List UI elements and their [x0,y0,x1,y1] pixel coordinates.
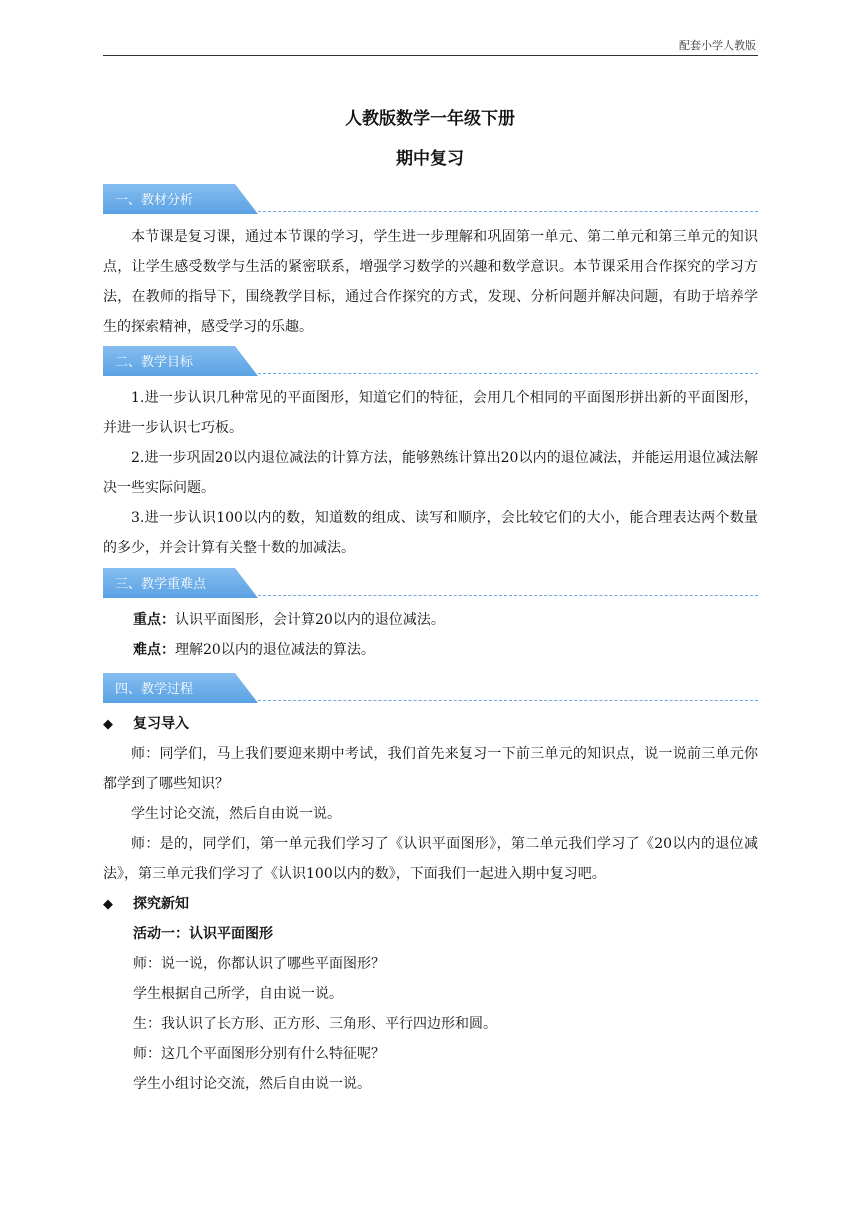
section-header-goals [103,346,758,378]
header-rule [103,55,758,56]
review-paragraph: 师：同学们，马上我们要迎来期中考试，我们首先来复习一下前三单元的知识点，说一说前三单元你都学到了哪些知识？ [103,746,758,792]
difficulty-text: 理解20以内的退位减法的算法。 [175,642,375,658]
dialogue-line: 师：说一说，你都认识了哪些平面图形？ [133,956,385,972]
key-point-text: 认识平面图形，会计算20以内的退位减法。 [175,612,445,628]
section-header-key-points [103,568,758,600]
explore-title: 探究新知 [133,896,189,912]
section-header-process [103,673,758,705]
review-paragraph: 学生讨论交流，然后自由说一说。 [131,806,341,822]
review-heading [103,714,189,735]
section-label: 二、教学目标 [115,355,194,370]
review-paragraph: 师：是的，同学们，第一单元我们学习了《认识平面图形》，第二单元我们学习了《20以内的退位减法》，第三单元我们学习了《认识100以内的数》，下面我们一起进入期中复习吧。 [103,836,758,882]
dialogue-line: 学生根据自己所学，自由说一说。 [133,986,343,1002]
page-header-text: 配套小学人教版 [679,39,756,52]
diamond-bullet-icon: ◆ [103,897,113,912]
section-label: 一、教材分析 [115,193,194,208]
difficulty-line [133,640,758,660]
goal-item: 3.进一步认识100以内的数，知道数的组成、读写和顺序，会比较它们的大小，能合理表达两个数量的多少，并会计算有关整十数的加减法。 [103,510,758,556]
dialogue-line: 学生小组讨论交流，然后自由说一说。 [133,1076,371,1092]
section-label: 三、教学重难点 [115,577,207,592]
section-label: 四、教学过程 [115,682,194,697]
review-title: 复习导入 [133,716,189,732]
section-divider [258,700,758,701]
dialogue-line: 生：我认识了长方形、正方形、三角形、平行四边形和圆。 [133,1016,497,1032]
analysis-paragraph: 本节课是复习课，通过本节课的学习，学生进一步理解和巩固第一单元、第二单元和第三单元的知识点，让学生感受数学与生活的紧密联系，增强学习数学的兴趣和数学意识。本节课采用合作探究的学习方法，在教师的指导下，围绕教学目标，通过合作探究的方式，发现、分析问题并解决问题，有助于培养学生的探索精神，感受学习的乐趣。 [103,229,758,335]
document-title: 人教版数学一年级下册 [345,109,515,129]
section-divider [258,211,758,212]
diamond-bullet-icon: ◆ [103,717,113,732]
section-divider [258,595,758,596]
goal-item: 2.进一步巩固20以内退位减法的计算方法，能够熟练计算出20以内的退位减法，并能运用退位减法解决一些实际问题。 [103,450,758,496]
activity-title: 活动一：认识平面图形 [133,926,273,942]
key-point-label: 重点： [133,612,175,628]
goal-item: 1.进一步认识几种常见的平面图形，知道它们的特征，会用几个相同的平面图形拼出新的平面图形，并进一步认识七巧板。 [103,390,758,436]
key-point-line [133,610,758,630]
explore-heading [103,894,189,915]
dialogue-line: 师：这几个平面图形分别有什么特征呢？ [133,1046,385,1062]
section-header-analysis [103,184,758,216]
section-divider [258,373,758,374]
document-subtitle: 期中复习 [396,149,464,169]
difficulty-label: 难点： [133,642,175,658]
